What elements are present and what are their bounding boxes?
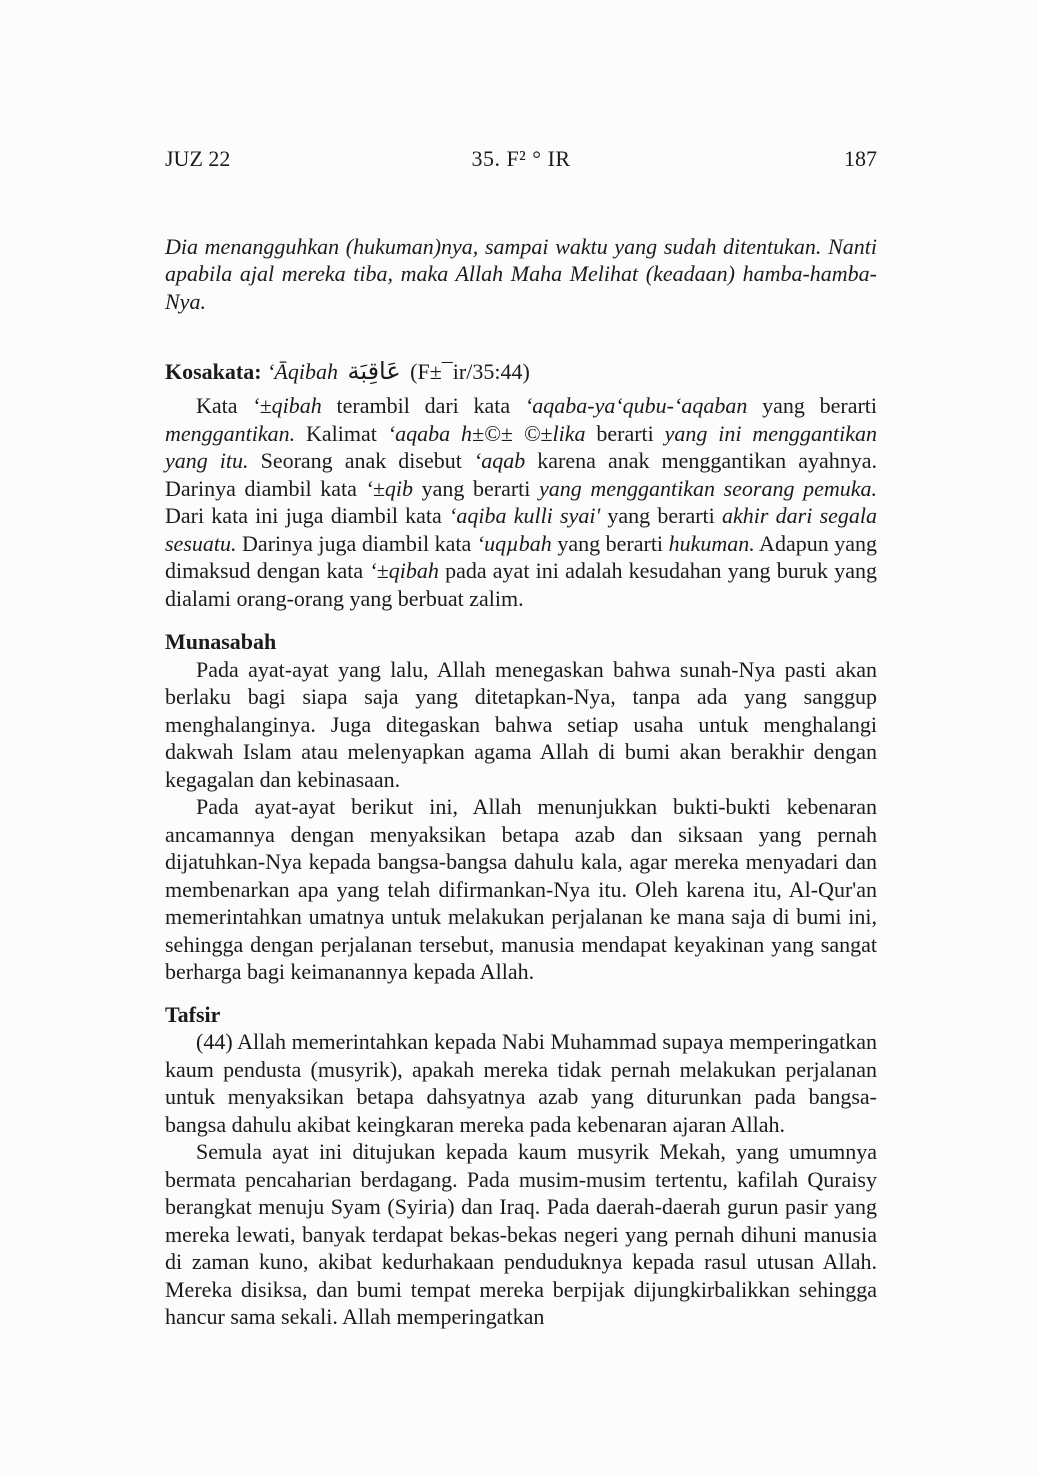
tafsir-paragraph-1: (44) Allah memerintahkan kepada Nabi Muhammad supaya memperingatkan kaum pendusta (musyrik), apakah mereka tidak pernah melakukan perjalanan untuk menyaksikan betapa dahsyatnya azab yang diturunkan pada bangsa-bangsa dahulu akibat keingkaran mereka pada kebenaran ajaran Allah. <box>165 1029 877 1137</box>
header-surah-title: 35. F² ° IR <box>471 146 571 171</box>
kosakata-arabic-word: عَاقِبَة <box>347 357 401 385</box>
munasabah-paragraph-2: Pada ayat-ayat berikut ini, Allah menunjukkan bukti-bukti kebenaran ancamannya dengan menyaksikan betapa azab dan siksaan yang pernah dijatuhkan-Nya kepada bangsa-bangsa dahulu kala, agar mereka menyadari dan membenarkan apa yang telah difirmankan-Nya itu. Oleh karena itu, Al-Qur'an memerintahkan umatnya untuk melakukan perjalanan ke mana saja di bumi ini, sehingga dengan perjalanan tersebut, manusia mendapat keyakinan yang sangat berharga bagi keimanannya kepada Allah. <box>165 794 877 984</box>
header-page-number: 187 <box>844 146 878 171</box>
kosakata-heading-line <box>165 351 877 392</box>
kosakata-label: Kosakata: <box>165 359 262 384</box>
tafsir-heading: Tafsir <box>165 1001 221 1027</box>
ayah-translation-paragraph: Dia menangguhkan (hukuman)nya, sampai waktu yang sudah ditentukan. Nanti apabila ajal mereka tiba, maka Allah Maha Melihat (keadaan) hamba-hamba-Nya. <box>165 233 877 314</box>
munasabah-paragraph-1: Pada ayat-ayat yang lalu, Allah menegaskan bahwa sunah-Nya pasti akan berlaku bagi siapa saja yang ditetapkan-Nya, tanpa ada yang sanggup menghalanginya. Juga ditegaskan bahwa setiap usaha untuk menghalangi dakwah Islam atau melenyapkan agama Allah di bumi akan berakhir dengan kegagalan dan kebinasaan. <box>165 656 877 792</box>
munasabah-heading: Munasabah <box>165 629 277 654</box>
kosakata-term: ‘Āqibah <box>267 359 338 384</box>
kosakata-paragraph: Kata ‘±qibah terambil dari kata ‘aqaba-ya‘qubu-‘aqaban yang berarti menggantikan. Kalimat ‘aqaba h±©± ©±lika berarti yang ini menggantikan yang itu. Seorang anak disebut ‘aqab karena anak menggantikan ayahnya. Darinya diambil kata ‘±qib yang berarti yang menggantikan seorang pemuka. Dari kata ini juga diambil kata ‘aqiba kulli syai' yang berarti akhir dari segala sesuatu. Darinya juga diambil kata ‘uqµbah yang berarti hukuman. Adapun yang dimaksud dengan kata ‘±qibah pada ayat ini adalah kesudahan yang buruk yang dialami orang-orang yang berbuat zalim. <box>165 393 878 611</box>
tafsir-paragraph-2: Semula ayat ini ditujukan kepada kaum musyrik Mekah, yang umumnya bermata pencaharian berdagang. Pada musim-musim tertentu, kafilah Quraisy berangkat menuju Syam (Syiria) dan Iraq. Pada daerah-daerah gurun pasir yang mereka lewati, banyak terdapat bekas-bekas negeri yang pernah dihuni manusia di zaman kuno, akibat kedurhakaan penduduknya kepada rasul utusan Allah. Mereka disiksa, dan bumi tempat mereka berpijak dijungkirbalikkan sehingga hancur sama sekali. Allah memperingatkan <box>165 1139 877 1329</box>
header-juz-label: JUZ 22 <box>165 146 231 171</box>
kosakata-surah-reference: (F±¯ir/35:44) <box>410 359 530 384</box>
running-header <box>165 145 877 173</box>
